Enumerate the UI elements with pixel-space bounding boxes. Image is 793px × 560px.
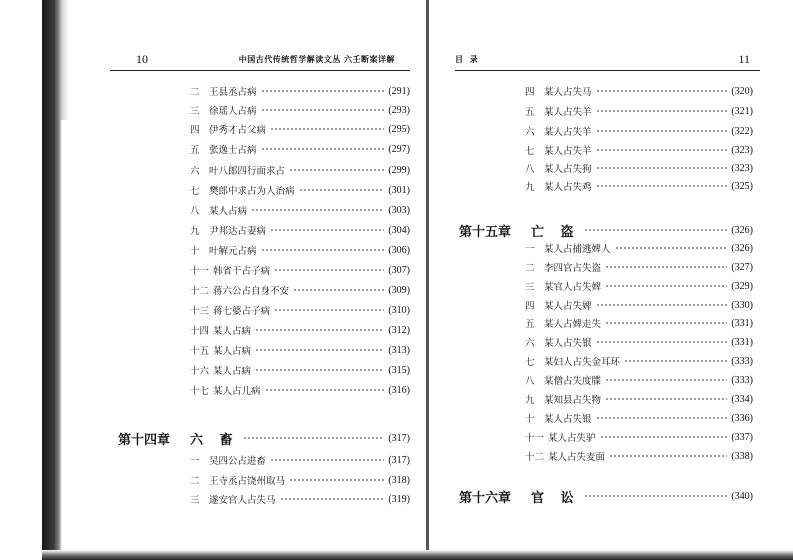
entry-title: 某人占婢走失 bbox=[544, 319, 602, 330]
entry-number: 二 bbox=[525, 263, 535, 274]
entry-title: 某僧占失度牒 bbox=[544, 376, 602, 387]
entry-page: (325) bbox=[731, 180, 753, 192]
entry-number: 一 bbox=[525, 244, 535, 255]
chapter-name: 六 畜 bbox=[190, 432, 239, 448]
entry-number: 十一 bbox=[525, 433, 545, 444]
toc-entry[interactable] bbox=[525, 142, 753, 158]
chapter-name: 官 讼 bbox=[531, 490, 580, 506]
leader-dots bbox=[261, 90, 385, 92]
entry-page: (309) bbox=[388, 284, 410, 296]
leader-dots bbox=[255, 349, 384, 351]
entry-page: (295) bbox=[388, 123, 410, 135]
right-page-header bbox=[455, 48, 760, 70]
leader-dots bbox=[605, 266, 727, 268]
entry-number: 十三 bbox=[190, 306, 210, 317]
leader-dots bbox=[274, 309, 384, 311]
entry-page: (321) bbox=[731, 105, 753, 117]
toc-entry[interactable] bbox=[525, 391, 753, 407]
left-page-number: 10 bbox=[136, 52, 148, 66]
toc-entry[interactable] bbox=[525, 103, 753, 119]
chapter-heading[interactable] bbox=[459, 486, 753, 506]
entry-page: (323) bbox=[731, 144, 753, 156]
entry-number: 九 bbox=[525, 395, 535, 406]
toc-entry[interactable] bbox=[190, 222, 410, 238]
leader-dots bbox=[299, 189, 385, 191]
toc-entry[interactable] bbox=[525, 83, 753, 99]
entry-title: 叶解元占病 bbox=[209, 246, 257, 257]
entry-title: 某人占病 bbox=[213, 326, 252, 337]
entry-page: (337) bbox=[731, 431, 753, 443]
chapter-label: 第十五章 bbox=[459, 224, 512, 240]
entry-number: 八 bbox=[190, 206, 200, 217]
leader-dots bbox=[251, 209, 384, 211]
leader-dots bbox=[270, 459, 384, 461]
toc-entry[interactable] bbox=[525, 372, 753, 388]
leader-dots bbox=[255, 329, 384, 331]
entry-page: (317) bbox=[388, 454, 410, 466]
entry-title: 某人占失羊 bbox=[544, 146, 592, 157]
entry-page: (326) bbox=[731, 242, 753, 254]
leader-dots bbox=[596, 304, 728, 306]
leader-dots bbox=[265, 389, 385, 391]
left-page bbox=[110, 0, 410, 560]
toc-entry[interactable] bbox=[190, 121, 410, 137]
entry-number: 六 bbox=[525, 338, 535, 349]
entry-title: 某知县占失物 bbox=[544, 395, 602, 406]
toc-entry[interactable] bbox=[525, 297, 753, 313]
leader-dots bbox=[605, 285, 727, 287]
entry-title: 尹邦达占妻病 bbox=[209, 226, 267, 237]
entry-title: 某人占失银 bbox=[544, 338, 592, 349]
entry-title: 樊郎中求占为人治病 bbox=[209, 186, 295, 197]
leader-dots bbox=[596, 341, 728, 343]
entry-title: 蒋七婆占子病 bbox=[213, 306, 271, 317]
spine-highlight bbox=[60, 0, 68, 120]
leader-dots bbox=[605, 379, 727, 381]
toc-entry[interactable] bbox=[525, 410, 753, 426]
entry-number: 八 bbox=[525, 164, 535, 175]
entry-number: 五 bbox=[525, 107, 535, 118]
entry-number: 二 bbox=[190, 476, 200, 487]
entry-page: (299) bbox=[388, 164, 410, 176]
entry-number: 十四 bbox=[190, 326, 210, 337]
entry-page: (291) bbox=[388, 85, 410, 97]
chapter-heading[interactable] bbox=[459, 220, 753, 240]
entry-number: 七 bbox=[525, 146, 535, 157]
entry-page: (307) bbox=[388, 264, 410, 276]
toc-entry[interactable] bbox=[190, 282, 410, 298]
leader-dots bbox=[274, 269, 384, 271]
entry-title: 某人占失狗 bbox=[544, 164, 592, 175]
entry-page: (320) bbox=[731, 85, 753, 97]
entry-number: 十 bbox=[525, 414, 535, 425]
entry-page: (322) bbox=[731, 125, 753, 137]
entry-title: 张逸士占病 bbox=[209, 145, 257, 156]
toc-entry[interactable] bbox=[190, 342, 410, 358]
leader-dots bbox=[289, 169, 384, 171]
entry-title: 徐瑶人占病 bbox=[209, 106, 257, 117]
leader-dots bbox=[255, 369, 384, 371]
entry-number: 十 bbox=[190, 246, 200, 257]
entry-number: 十七 bbox=[190, 386, 210, 397]
toc-entry[interactable] bbox=[190, 141, 410, 157]
entry-page: (329) bbox=[731, 280, 753, 292]
leader-dots bbox=[280, 498, 385, 500]
header-rule bbox=[110, 70, 410, 71]
left-running-title: 中国古代传统哲学解读文丛 六壬断案详解 bbox=[238, 54, 395, 64]
entry-title: 某人占病 bbox=[213, 346, 252, 357]
leader-dots bbox=[605, 398, 727, 400]
leader-dots bbox=[600, 436, 728, 438]
leader-dots bbox=[270, 229, 384, 231]
right-running-title: 目 录 bbox=[455, 54, 480, 64]
entry-page: (330) bbox=[731, 299, 753, 311]
chapter-label: 第十四章 bbox=[118, 432, 171, 448]
left-page-header bbox=[110, 48, 410, 70]
toc-entry[interactable] bbox=[525, 353, 753, 369]
toc-entry[interactable] bbox=[190, 362, 410, 378]
toc-entry[interactable] bbox=[525, 259, 753, 275]
toc-entry[interactable] bbox=[190, 452, 410, 468]
leader-dots bbox=[584, 495, 728, 497]
entry-title: 某人占失银 bbox=[544, 414, 592, 425]
entry-title: 某人占失婢 bbox=[544, 301, 592, 312]
entry-title: 李四官占失盗 bbox=[544, 263, 602, 274]
entry-page: (313) bbox=[388, 344, 410, 356]
entry-number: 四 bbox=[525, 87, 535, 98]
leader-dots bbox=[596, 130, 728, 132]
page-gutter bbox=[426, 0, 429, 560]
entry-number: 五 bbox=[190, 145, 200, 156]
entry-page: (333) bbox=[731, 355, 753, 367]
entry-title: 遂安官人占失马 bbox=[209, 495, 276, 506]
entry-number: 七 bbox=[525, 357, 535, 368]
book-spine-shadow bbox=[42, 0, 62, 560]
toc-entry[interactable] bbox=[525, 315, 753, 331]
header-rule bbox=[455, 70, 760, 71]
entry-page: (301) bbox=[388, 184, 410, 196]
leader-dots bbox=[596, 90, 728, 92]
toc-entry[interactable] bbox=[525, 123, 753, 139]
chapter-name: 亡 盗 bbox=[531, 224, 580, 240]
entry-page: (319) bbox=[388, 493, 410, 505]
entry-title: 某妇人占失金耳环 bbox=[544, 357, 621, 368]
chapter-heading[interactable] bbox=[118, 428, 410, 448]
entry-title: 某人占失鸡 bbox=[544, 182, 592, 193]
leader-dots bbox=[605, 322, 727, 324]
entry-number: 三 bbox=[190, 106, 200, 117]
toc-entry[interactable] bbox=[525, 160, 753, 176]
entry-page: (297) bbox=[388, 143, 410, 155]
entry-title: 某人占失麦面 bbox=[548, 452, 606, 463]
entry-title: 某人占失马 bbox=[544, 87, 592, 98]
entry-number: 十二 bbox=[525, 452, 545, 463]
leader-dots bbox=[596, 167, 728, 169]
entry-page: (312) bbox=[388, 324, 410, 336]
entry-title: 王县丞占病 bbox=[209, 87, 257, 98]
entry-page: (323) bbox=[731, 162, 753, 174]
entry-number: 六 bbox=[525, 127, 535, 138]
leader-dots bbox=[615, 247, 728, 249]
chapter-page: (326) bbox=[731, 224, 753, 236]
toc-entry[interactable] bbox=[190, 102, 410, 118]
entry-page: (316) bbox=[388, 384, 410, 396]
entry-page: (334) bbox=[731, 393, 753, 405]
entry-number: 六 bbox=[190, 166, 200, 177]
toc-entry[interactable] bbox=[190, 491, 410, 507]
entry-number: 一 bbox=[190, 456, 200, 467]
entry-title: 某人占失驴 bbox=[548, 433, 596, 444]
toc-entry[interactable] bbox=[190, 382, 410, 398]
toc-entry[interactable] bbox=[525, 334, 753, 350]
entry-page: (293) bbox=[388, 104, 410, 116]
toc-entry[interactable] bbox=[190, 262, 410, 278]
toc-entry[interactable] bbox=[190, 182, 410, 198]
entry-page: (310) bbox=[388, 304, 410, 316]
leader-dots bbox=[261, 109, 385, 111]
toc-entry[interactable] bbox=[525, 429, 753, 445]
entry-number: 二 bbox=[190, 87, 200, 98]
entry-title: 某人占失羊 bbox=[544, 127, 592, 138]
entry-title: 某人占病 bbox=[209, 206, 248, 217]
entry-number: 七 bbox=[190, 186, 200, 197]
toc-entry[interactable] bbox=[190, 202, 410, 218]
toc-entry[interactable] bbox=[525, 240, 753, 256]
toc-entry[interactable] bbox=[190, 472, 410, 488]
entry-number: 十一 bbox=[190, 266, 210, 277]
toc-entry[interactable] bbox=[190, 242, 410, 258]
entry-number: 十五 bbox=[190, 346, 210, 357]
right-page-number: 11 bbox=[738, 52, 750, 66]
toc-entry[interactable] bbox=[190, 83, 410, 99]
entry-page: (336) bbox=[731, 412, 753, 424]
leader-dots bbox=[293, 289, 384, 291]
entry-number: 三 bbox=[190, 495, 200, 506]
entry-number: 四 bbox=[525, 301, 535, 312]
entry-title: 叶八郎四行面求占 bbox=[209, 166, 286, 177]
entry-title: 某人占儿病 bbox=[213, 386, 261, 397]
leader-dots bbox=[624, 360, 727, 362]
entry-number: 四 bbox=[190, 125, 200, 136]
leader-dots bbox=[261, 249, 385, 251]
leader-dots bbox=[289, 479, 384, 481]
toc-entry[interactable] bbox=[525, 178, 753, 194]
entry-page: (318) bbox=[388, 474, 410, 486]
leader-dots bbox=[596, 185, 728, 187]
entry-page: (333) bbox=[731, 374, 753, 386]
entry-title: 吴四公占进畜 bbox=[209, 456, 267, 467]
entry-page: (306) bbox=[388, 244, 410, 256]
entry-title: 某人占捕逃婢人 bbox=[544, 244, 611, 255]
chapter-page: (340) bbox=[731, 490, 753, 502]
entry-page: (338) bbox=[731, 450, 753, 462]
entry-page: (327) bbox=[731, 261, 753, 273]
toc-entry[interactable] bbox=[190, 322, 410, 338]
entry-number: 八 bbox=[525, 376, 535, 387]
chapter-label: 第十六章 bbox=[459, 490, 512, 506]
leader-dots bbox=[596, 417, 728, 419]
leader-dots bbox=[596, 110, 728, 112]
toc-entry[interactable] bbox=[525, 448, 753, 464]
entry-number: 三 bbox=[525, 282, 535, 293]
entry-title: 韩省干占子病 bbox=[213, 266, 271, 277]
toc-entry[interactable] bbox=[190, 302, 410, 318]
entry-title: 某人占病 bbox=[213, 366, 252, 377]
entry-title: 蒋六公占自身不安 bbox=[213, 286, 290, 297]
entry-title: 某官人占失婢 bbox=[544, 282, 602, 293]
toc-entry[interactable] bbox=[190, 162, 410, 178]
chapter-page: (317) bbox=[388, 432, 410, 444]
leader-dots bbox=[609, 455, 727, 457]
leader-dots bbox=[261, 148, 385, 150]
entry-number: 十六 bbox=[190, 366, 210, 377]
right-page bbox=[455, 0, 760, 560]
entry-number: 五 bbox=[525, 319, 535, 330]
entry-title: 王寺丞占饶州取马 bbox=[209, 476, 286, 487]
leader-dots bbox=[596, 149, 728, 151]
entry-number: 九 bbox=[190, 226, 200, 237]
leader-dots bbox=[584, 229, 728, 231]
entry-number: 十二 bbox=[190, 286, 210, 297]
entry-title: 伊秀才占父病 bbox=[209, 125, 267, 136]
entry-page: (331) bbox=[731, 317, 753, 329]
entry-title: 某人占失羊 bbox=[544, 107, 592, 118]
entry-number: 九 bbox=[525, 182, 535, 193]
entry-page: (331) bbox=[731, 336, 753, 348]
entry-page: (315) bbox=[388, 364, 410, 376]
leader-dots bbox=[270, 128, 384, 130]
entry-page: (304) bbox=[388, 224, 410, 236]
leader-dots bbox=[243, 437, 385, 439]
entry-page: (303) bbox=[388, 204, 410, 216]
toc-entry[interactable] bbox=[525, 278, 753, 294]
